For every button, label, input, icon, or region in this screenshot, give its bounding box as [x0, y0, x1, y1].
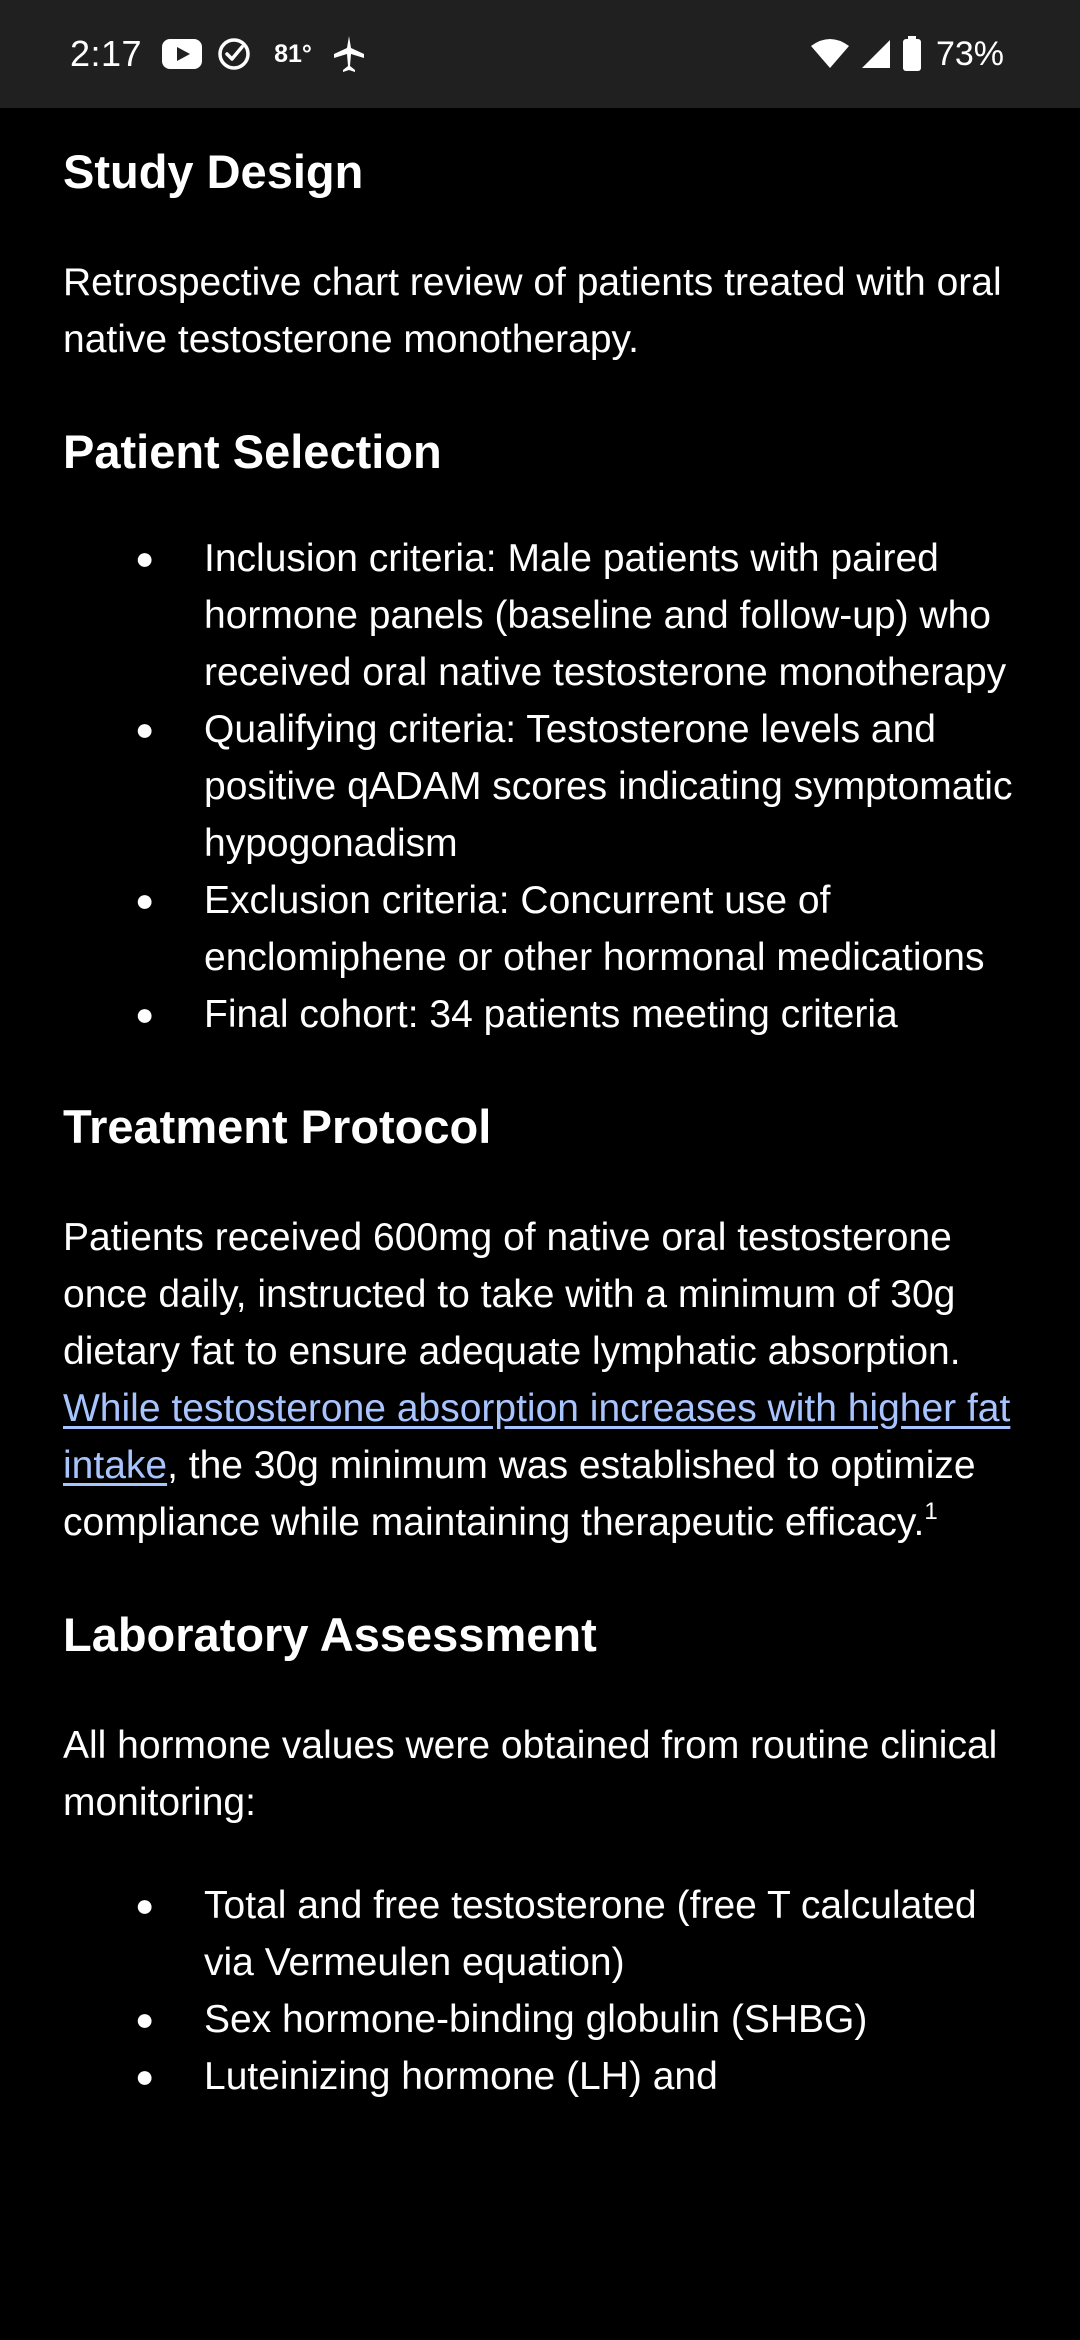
list-item-text: Final cohort: 34 patients meeting criteria — [204, 993, 898, 1036]
treatment-text-after-link: , the 30g minimum was established to optimize compliance while maintaining therapeutic efficacy. — [63, 1444, 976, 1544]
list-item — [63, 701, 1023, 872]
cell-signal-icon — [860, 38, 892, 70]
section-heading-laboratory-assessment: Laboratory Assessment — [63, 1608, 597, 1661]
treatment-protocol-text — [63, 1209, 1023, 1551]
list-item-text: Exclusion criteria: Concurrent use of enclomiphene or other hormonal medications — [204, 879, 985, 979]
youtube-icon — [162, 39, 202, 69]
list-item — [63, 1991, 1023, 2048]
status-time: 2:17 — [70, 33, 143, 74]
airplane-icon — [332, 34, 366, 74]
list-item — [63, 530, 1023, 701]
footnote-reference[interactable]: 1 — [924, 1498, 938, 1525]
wifi-icon — [810, 38, 850, 70]
bullet-icon: ● — [135, 996, 155, 1032]
check-circle-icon — [216, 36, 252, 72]
list-item-text: Total and free testosterone (free T calculated via Vermeulen equation) — [204, 1884, 977, 1984]
battery-icon — [902, 36, 922, 72]
bullet-icon: ● — [135, 2001, 155, 2037]
bullet-icon: ● — [135, 711, 155, 747]
section-heading-study-design: Study Design — [63, 145, 364, 198]
list-item-text: Luteinizing hormone (LH) and — [204, 2055, 718, 2098]
list-item — [63, 1877, 1023, 1991]
fat-intake-absorption-link[interactable]: While testosterone absorption increases with higher fat intake — [63, 1387, 1011, 1487]
list-item-text: Inclusion criteria: Male patients with paired hormone panels (baseline and follow-up) who received oral native testosterone monotherapy — [204, 537, 1007, 694]
study-design-text: Retrospective chart review of patients treated with oral native testosterone monotherapy. — [63, 261, 1002, 361]
list-item — [63, 872, 1023, 986]
bullet-icon: ● — [135, 2058, 155, 2094]
section-heading-treatment-protocol: Treatment Protocol — [63, 1100, 492, 1153]
laboratory-assessment-list — [63, 1877, 1023, 2105]
bullet-icon: ● — [135, 1887, 155, 1923]
status-bar — [0, 0, 1080, 108]
status-right — [810, 0, 1004, 108]
treatment-text-before-link: Patients received 600mg of native oral testosterone once daily, instructed to take with a minimum of 30g dietary fat to ensure adequate lymphatic absorption. — [63, 1216, 961, 1373]
status-temperature: 81° — [274, 39, 312, 68]
laboratory-assessment-text: All hormone values were obtained from routine clinical monitoring: — [63, 1724, 998, 1824]
status-left — [70, 0, 366, 108]
bullet-icon: ● — [135, 540, 155, 576]
article-content — [63, 140, 1023, 2105]
bullet-icon: ● — [135, 882, 155, 918]
battery-percentage: 73% — [935, 34, 1004, 73]
list-item-text: Sex hormone-binding globulin (SHBG) — [204, 1998, 868, 2041]
section-heading-patient-selection: Patient Selection — [63, 425, 442, 478]
list-item — [63, 986, 1023, 1043]
patient-selection-list — [63, 530, 1023, 1043]
list-item — [63, 2048, 1023, 2105]
list-item-text: Qualifying criteria: Testosterone levels and positive qADAM scores indicating symptomatic hypogonadism — [204, 708, 1013, 865]
